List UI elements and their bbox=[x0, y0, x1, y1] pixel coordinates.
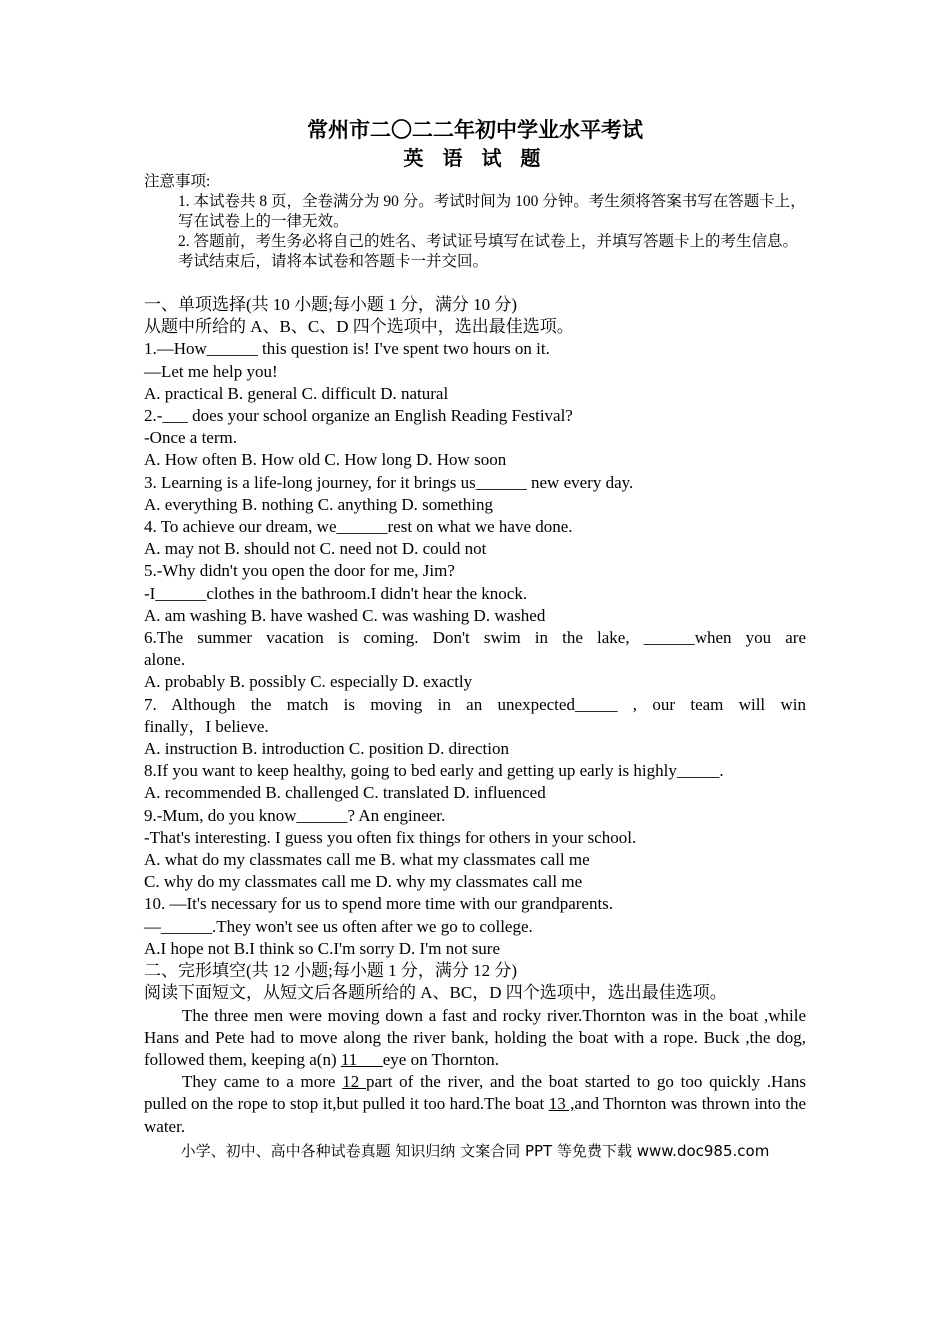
question-line: —______.They won't see us often after we go to college. bbox=[144, 916, 533, 936]
option-line: A. instruction B. introduction C. position D. direction bbox=[144, 739, 510, 759]
question-line: 5.-Why didn't you open the door for me, Jim? bbox=[144, 561, 455, 581]
question-line: 4. To achieve our dream, we______rest on what we have done. bbox=[144, 517, 573, 537]
blank-12: 12 bbox=[342, 1072, 366, 1092]
paragraph-text: They came to a more bbox=[182, 1072, 343, 1092]
exam-subtitle: 英 语 试 题 bbox=[403, 146, 547, 170]
question-line: -I______clothes in the bathroom.I didn't hear the knock. bbox=[144, 583, 528, 603]
option-line: C. why do my classmates call me D. why my classmates call me bbox=[144, 872, 583, 892]
exam-page bbox=[144, 116, 806, 1138]
question-line: —Let me help you! bbox=[144, 361, 278, 381]
question-line: 7. Although the match is moving in an unexpected_____ , our team will win bbox=[144, 694, 806, 714]
note-item: 2. 答题前，考生务必将自己的姓名、考试证号填写在试卷上，并填写答题卡上的考生信息。考试结束后，请将本试卷和答题卡一并交回。 bbox=[178, 233, 799, 270]
section1-questions bbox=[144, 338, 806, 960]
section2-instruction: 阅读下面短文，从短文后各题所给的 A、BC，D 四个选项中，选出最佳选项。 bbox=[144, 983, 727, 1003]
question-line: 8.If you want to keep healthy, going to bed early and getting up early is highly_____. bbox=[144, 761, 724, 781]
option-line: A. what do my classmates call me B. what my classmates call me bbox=[144, 850, 590, 870]
question-line: 10. —It's necessary for us to spend more time with our grandparents. bbox=[144, 894, 614, 914]
paragraph-text: The three men were moving down a fast and rocky river.Thornton was in the boat ,while Hans and Pete had to move along the river bank, holding the boat with a rope. Buck ,the dog, followed them, keeping a(n) bbox=[144, 1005, 806, 1069]
option-line: A. may not B. should not C. need not D. could not bbox=[144, 539, 487, 559]
section1-heading: 一、单项选择(共 10 小题;每小题 1 分，满分 10 分) bbox=[144, 295, 518, 314]
paragraph-text: and Thornton was thrown into the water. bbox=[144, 1094, 806, 1136]
blank-13: 13 , bbox=[548, 1094, 575, 1114]
paragraph-text: part of the river, and the boat started to go too quickly .Hans pulled on the rope to stop it,but pulled it too hard.The boat bbox=[144, 1072, 806, 1114]
question-line: -Once a term. bbox=[144, 428, 237, 448]
exam-title: 常州市二〇二二年初中学业水平考试 bbox=[307, 117, 643, 142]
option-line: A. probably B. possibly C. especially D. exactly bbox=[144, 672, 473, 692]
question-line: 2.-___ does your school organize an English Reading Festival? bbox=[144, 406, 573, 426]
question-line: 9.-Mum, do you know______? An engineer. bbox=[144, 805, 446, 825]
question-line: alone. bbox=[144, 650, 186, 670]
option-line: A.I hope not B.I think so C.I'm sorry D. I'm not sure bbox=[144, 938, 501, 958]
option-line: A. am washing B. have washed C. was washing D. washed bbox=[144, 605, 546, 625]
question-line: 3. Learning is a life-long journey, for it brings us______ new every day. bbox=[144, 472, 634, 492]
cloze-paragraph bbox=[144, 1071, 806, 1138]
footer-watermark: 小学、初中、高中各种试卷真题 知识归纳 文案合同 PPT 等免费下载 www.doc985.com bbox=[180, 1142, 770, 1160]
paragraph-text: eye on Thornton. bbox=[382, 1049, 500, 1069]
option-line: A. How often B. How old C. How long D. How soon bbox=[144, 450, 507, 470]
question-line: 1.—How______ this question is! I've spent two hours on it. bbox=[144, 339, 550, 359]
cloze-paragraph bbox=[144, 1005, 806, 1072]
option-line: A. recommended B. challenged C. translated D. influenced bbox=[144, 783, 546, 803]
option-line: A. everything B. nothing C. anything D. something bbox=[144, 494, 493, 514]
note-item: 1. 本试卷共 8 页，全卷满分为 90 分。考试时间为 100 分钟。考生须将答案书写在答题卡上，写在试卷上的一律无效。 bbox=[178, 193, 806, 230]
option-line: A. practical B. general C. difficult D. natural bbox=[144, 383, 449, 403]
blank-11: 11___ bbox=[340, 1049, 383, 1069]
question-line: finally，I believe. bbox=[144, 716, 269, 736]
section1-instruction: 从题中所给的 A、B、C、D 四个选项中，选出最佳选项。 bbox=[144, 317, 574, 337]
question-line: -That's interesting. I guess you often fix things for others in your school. bbox=[144, 827, 637, 847]
section2-heading: 二、完形填空(共 12 小题;每小题 1 分，满分 12 分) bbox=[144, 961, 518, 981]
notes-heading: 注意事项: bbox=[144, 173, 211, 190]
question-line: 6.The summer vacation is coming. Don't swim in the lake, ______when you are bbox=[144, 628, 806, 648]
